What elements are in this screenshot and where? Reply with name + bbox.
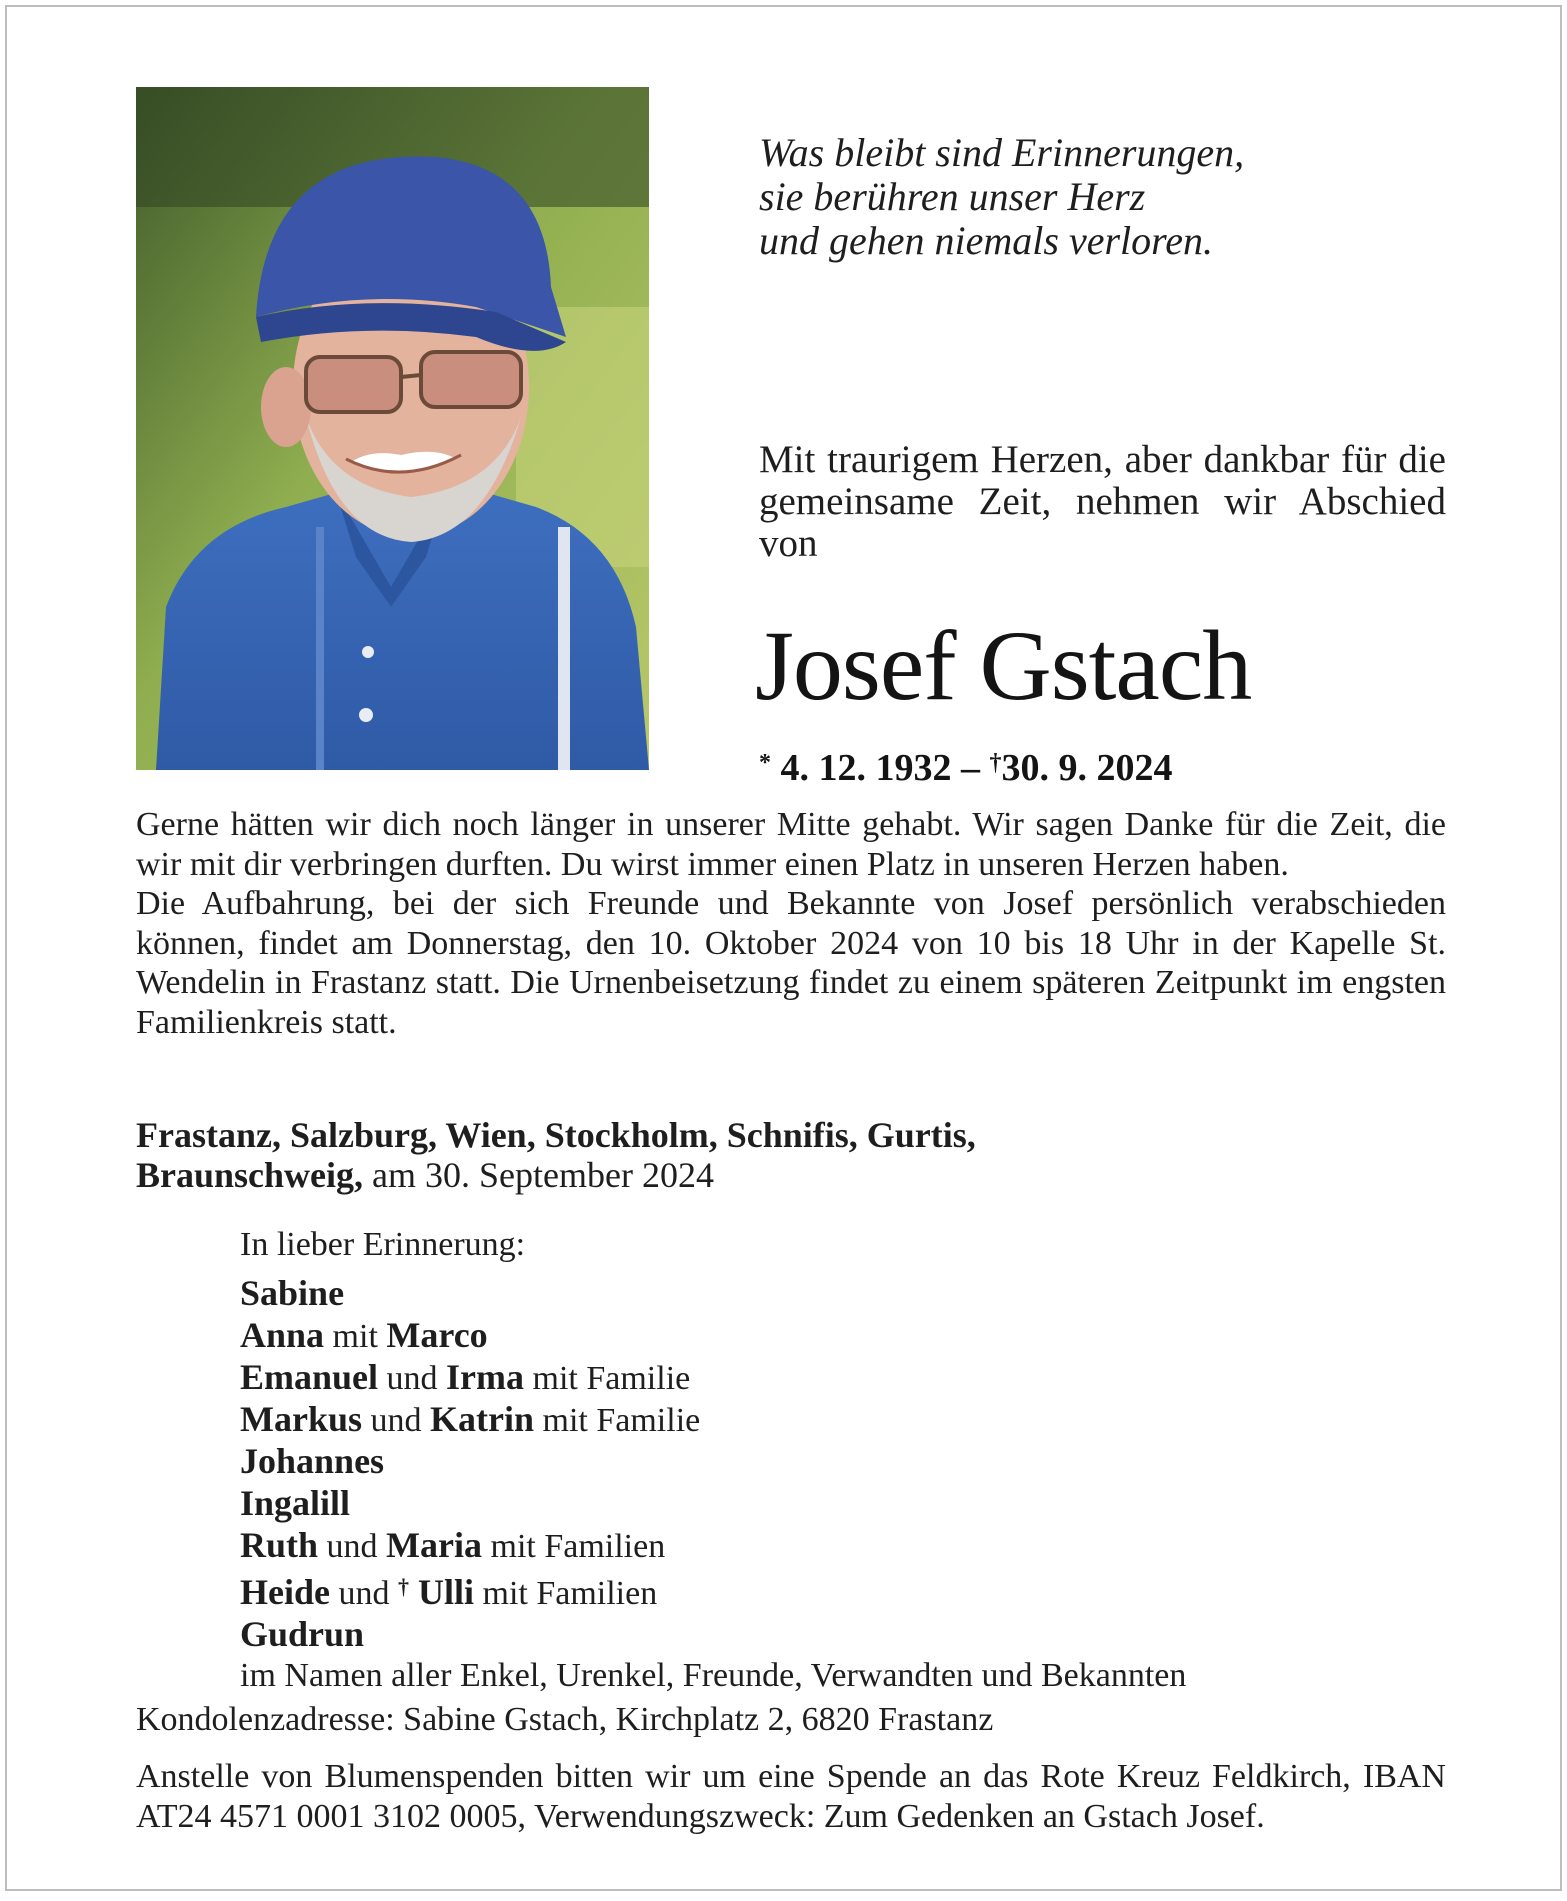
- mourner-row: Johannes: [240, 1441, 385, 1481]
- intro-text: Mit traurigem Herzen, aber dankbar für die gemeinsame Zeit, nehmen wir Abschied von: [759, 438, 1446, 565]
- obituary-body: [136, 805, 1446, 1042]
- death-cross-icon: †: [989, 750, 1002, 776]
- obituary-page: [5, 5, 1562, 1891]
- poem-line: sie berühren unser Herz: [759, 174, 1146, 219]
- portrait-photo-icon: [136, 87, 649, 770]
- body-paragraph: Die Aufbahrung, bei der sich Freunde und Bekannte von Josef persönlich verabschieden können, findet am Donnerstag, den 10. Oktober 2024 von 10 bis 18 Uhr in der Kapelle St. Wendelin in Frastanz statt. Die Urnenbeisetzung findet zu einem späteren Zeitpunkt im engsten Familienkreis statt.: [136, 885, 1446, 1041]
- mourner-row: Sabine: [240, 1273, 345, 1313]
- memory-closing: im Namen aller Enkel, Urenkel, Freunde, Verwandten und Bekannten: [240, 1657, 1187, 1694]
- places-line: Frastanz, Salzburg, Wien, Stockholm, Schnifis, Gurtis,: [136, 1115, 976, 1155]
- body-paragraph: Gerne hätten wir dich noch länger in unserer Mitte gehabt. Wir sagen Danke für die Zeit, die wir mit dir verbringen durften. Du wirst immer einen Platz in unseren Herzen haben.: [136, 806, 1446, 883]
- mourner-row: Emanuel und Irma mit Familie: [240, 1357, 691, 1397]
- mourners-list: [240, 1225, 1470, 1696]
- mourner-row: Markus und Katrin mit Familie: [240, 1399, 701, 1439]
- mourner-row: Ruth und Maria mit Familien: [240, 1525, 666, 1565]
- places-line-bold: Braunschweig,: [136, 1155, 364, 1195]
- portrait-photo: [136, 87, 649, 770]
- life-dates: [759, 741, 1173, 790]
- mourner-row: Heide und † Ulli mit Familien: [240, 1572, 658, 1612]
- cross-icon: †: [397, 1574, 409, 1599]
- notice-date: am 30. September 2024: [363, 1155, 714, 1195]
- birth-date: 4. 12. 1932 –: [780, 747, 980, 789]
- poem-line: und gehen niemals verloren.: [759, 218, 1213, 263]
- poem-line: Was bleibt sind Erinnerungen,: [759, 130, 1245, 175]
- mourner-row: Ingalill: [240, 1483, 351, 1523]
- places-and-date: [136, 1115, 1446, 1195]
- condolence-address: Kondolenzadresse: Sabine Gstach, Kirchplatz 2, 6820 Frastanz: [136, 1701, 994, 1738]
- mourner-row: Gudrun: [240, 1614, 365, 1654]
- memory-heading: In lieber Erinnerung:: [240, 1226, 526, 1263]
- poem: [759, 131, 1459, 263]
- death-date: 30. 9. 2024: [1001, 747, 1173, 789]
- mourner-row: Anna mit Marco: [240, 1315, 488, 1355]
- birth-symbol: *: [759, 750, 771, 776]
- donation-note: Anstelle von Blumenspenden bitten wir um eine Spende an das Rote Kreuz Feldkirch, IBAN AT24 4571 0001 3102 0005, Verwendungszweck: Zum Gedenken an Gstach Josef.: [136, 1758, 1446, 1835]
- deceased-name: Josef Gstach: [755, 610, 1252, 721]
